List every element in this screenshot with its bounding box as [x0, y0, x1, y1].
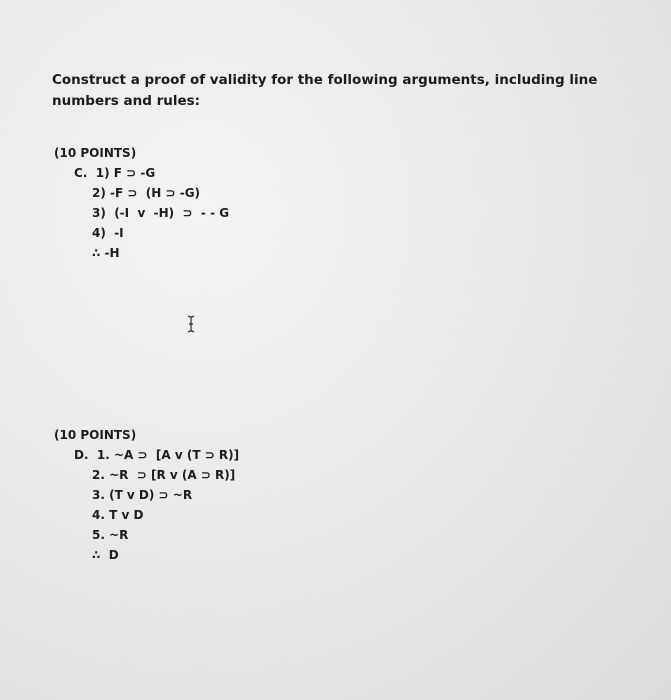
problem-d-points: (10 POINTS) — [54, 428, 137, 442]
problem-d-line-2: 2. ~R ⊃ [R v (A ⊃ R)] — [92, 468, 236, 482]
text-cursor-icon — [186, 315, 196, 333]
problem-c-line-3: 3) (-I v -H) ⊃ - - G — [92, 206, 230, 220]
problem-c-conclusion: ∴ -H — [92, 246, 120, 260]
problem-d-line-1: D. 1. ~A ⊃ [A v (T ⊃ R)] — [74, 448, 240, 462]
problem-c-line-1: C. 1) F ⊃ -G — [74, 166, 156, 180]
instructions-text: Construct a proof of validity for the following arguments, including line numbers and rules: — [52, 72, 598, 109]
problem-d — [54, 425, 239, 565]
problem-d-line-4: 4. T v D — [92, 508, 144, 522]
problem-c-line-4: 4) -I — [92, 226, 124, 240]
problem-c — [54, 143, 229, 263]
problem-c-line-2: 2) -F ⊃ (H ⊃ -G) — [92, 186, 201, 200]
problem-d-conclusion: ∴ D — [92, 548, 119, 562]
problem-d-line-5: 5. ~R — [92, 528, 129, 542]
problem-d-line-3: 3. (T v D) ⊃ ~R — [92, 488, 193, 502]
problem-c-points: (10 POINTS) — [54, 146, 137, 160]
